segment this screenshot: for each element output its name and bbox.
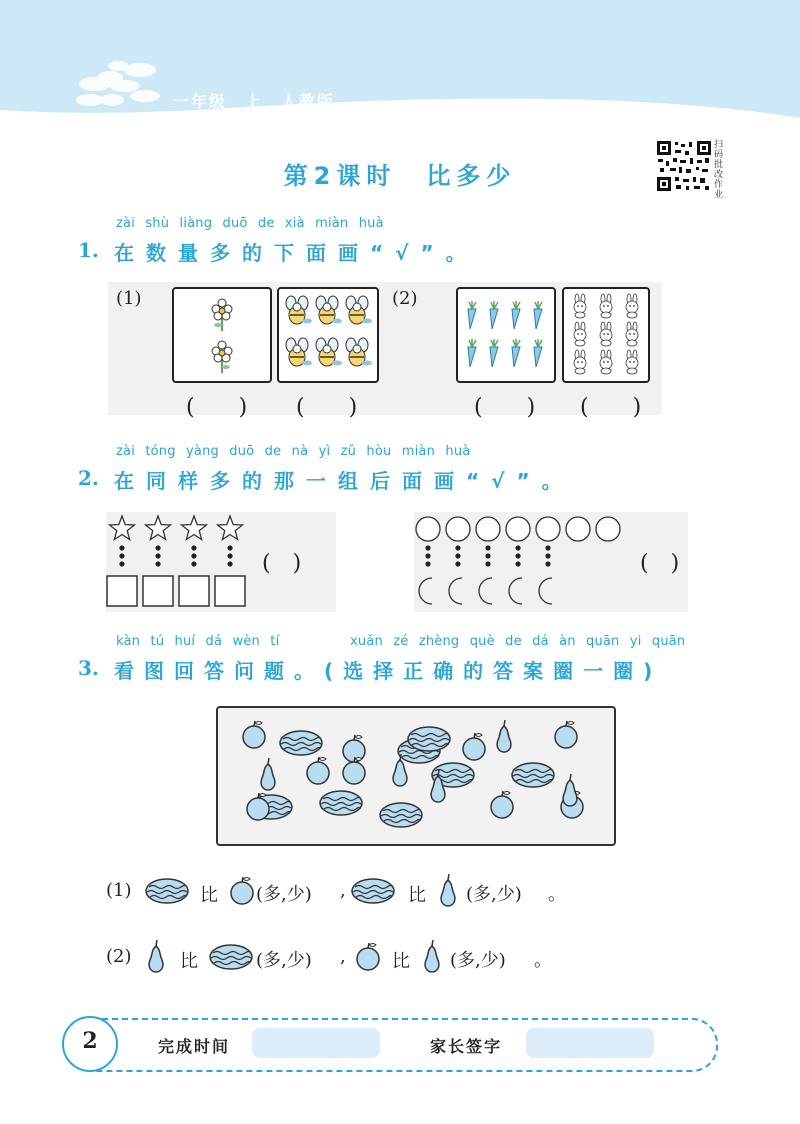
flower-group <box>174 289 270 381</box>
rabbit-icon <box>626 294 638 318</box>
dot <box>155 561 160 566</box>
carrot-box <box>456 287 556 383</box>
watermelon-icon <box>380 803 422 827</box>
rabbit-icon <box>574 322 586 346</box>
q1-instruction: 在数量多的下面画“√”。 <box>114 241 478 265</box>
dot <box>515 553 520 558</box>
dot <box>455 561 460 566</box>
apple-icon <box>228 874 256 906</box>
rabbit-icon <box>600 294 612 318</box>
q3-row1-choice1[interactable]: (多,少) <box>256 884 312 905</box>
q1-answer-rabbits[interactable]: ( ) <box>580 395 642 420</box>
bee-icon <box>286 338 312 366</box>
q3-row1-end: 。 <box>548 884 566 905</box>
dot <box>227 545 232 550</box>
dot <box>485 561 490 566</box>
rabbit-icon <box>600 350 612 374</box>
rabbit-icon <box>626 322 638 346</box>
moon-icon <box>539 578 552 604</box>
q3-instruction: 看图回答问题。(选择正确的答案圈一圈) <box>114 659 663 683</box>
grade-label: 一年级 上 人教版 <box>173 92 336 111</box>
dot <box>455 545 460 550</box>
completion-time-label: 完成时间 <box>158 1037 231 1056</box>
dot <box>485 545 490 550</box>
square-icon <box>143 576 173 606</box>
q2-number: 2. <box>78 466 99 490</box>
pear-icon <box>420 938 444 974</box>
pear-icon <box>563 774 577 806</box>
circle-icon <box>416 517 440 541</box>
q1-pinyin: zài shù liàng duō de xià miàn huà <box>116 216 384 231</box>
dot <box>545 553 550 558</box>
rabbit-icon <box>574 294 586 318</box>
dot <box>119 553 124 558</box>
q3-row1-label: (1) <box>106 880 132 901</box>
q3-row2-choice2[interactable]: (多,少) <box>450 950 506 971</box>
circle-icon <box>476 517 500 541</box>
bee-icon <box>286 296 312 324</box>
flower-icon <box>212 341 232 373</box>
apple-icon <box>354 940 382 972</box>
pear-icon <box>436 872 460 908</box>
bee-box <box>277 287 379 383</box>
carrot-group <box>458 289 554 381</box>
q1-number: 1. <box>78 238 99 262</box>
carrot-icon <box>490 339 498 367</box>
q3-row2-label: (2) <box>106 946 132 967</box>
q3-row1-bi2: 比 <box>408 885 426 906</box>
star-icon <box>146 516 171 540</box>
page-number: 2 <box>82 1028 98 1054</box>
dot <box>515 545 520 550</box>
q1-answer-bees[interactable]: ( ) <box>296 395 358 420</box>
apple-icon <box>243 721 265 748</box>
apple-icon <box>307 757 329 784</box>
star-icon <box>110 516 135 540</box>
bee-icon <box>316 296 342 324</box>
dot <box>191 545 196 550</box>
dot <box>191 561 196 566</box>
watermelon-icon <box>350 876 396 906</box>
circle-icon <box>506 517 530 541</box>
rabbit-icon <box>600 322 612 346</box>
rabbit-group <box>564 289 648 381</box>
q1-group2-label: (2) <box>392 288 418 309</box>
dot <box>425 553 430 558</box>
bee-icon <box>316 338 342 366</box>
lesson-title: 第2课时 比多少 <box>283 162 517 190</box>
completion-time-field[interactable] <box>252 1028 380 1058</box>
dot <box>119 561 124 566</box>
dot <box>545 561 550 566</box>
dot <box>191 553 196 558</box>
q3-row2-choice1[interactable]: (多,少) <box>256 950 312 971</box>
square-icon <box>107 576 137 606</box>
carrot-icon <box>468 339 476 367</box>
moon-icon <box>449 578 462 604</box>
q3-row2-bi2: 比 <box>392 951 410 972</box>
dot <box>227 561 232 566</box>
bee-icon <box>346 338 372 366</box>
dot <box>515 561 520 566</box>
carrot-icon <box>534 301 542 329</box>
apple-icon <box>555 721 577 748</box>
rabbit-icon <box>626 350 638 374</box>
pear-icon <box>144 938 168 974</box>
dot <box>545 545 550 550</box>
apple-icon <box>343 735 365 762</box>
carrot-icon <box>512 301 520 329</box>
circle-icon <box>446 517 470 541</box>
moon-icon <box>509 578 522 604</box>
bee-group <box>279 289 377 381</box>
circles-moons-group <box>414 512 624 612</box>
dot <box>227 553 232 558</box>
q3-row1-sep: , <box>340 880 346 901</box>
apple-icon <box>343 757 365 784</box>
q3-row1-bi1: 比 <box>200 885 218 906</box>
star-icon <box>218 516 243 540</box>
q2-instruction: 在同样多的那一组后面画“√”。 <box>114 469 574 493</box>
moon-icon <box>419 578 432 604</box>
watermelon-icon <box>320 791 362 815</box>
star-icon <box>182 516 207 540</box>
q3-row2-bi1: 比 <box>180 951 198 972</box>
watermelon-icon <box>144 876 190 906</box>
dot <box>155 545 160 550</box>
qr-caption: 扫码批改作业 <box>714 140 724 200</box>
watermelon-icon <box>208 942 254 972</box>
flower-box <box>172 287 272 383</box>
circle-icon <box>536 517 560 541</box>
carrot-icon <box>490 301 498 329</box>
carrot-icon <box>534 339 542 367</box>
moon-icon <box>479 578 492 604</box>
q3-pinyin-left: kàn tú huí dá wèn tí <box>116 634 280 649</box>
bee-icon <box>346 296 372 324</box>
dot <box>425 545 430 550</box>
dot <box>455 553 460 558</box>
q3-number: 3. <box>78 656 99 680</box>
parent-signature-field[interactable] <box>526 1028 654 1058</box>
q1-group1-label: (1) <box>116 288 142 309</box>
q2-pinyin: zài tóng yàng duō de nà yì zǔ hòu miàn huà <box>116 444 471 459</box>
fruit-scene <box>218 708 614 844</box>
fruit-panel <box>216 706 616 846</box>
square-icon <box>215 576 245 606</box>
rabbit-box <box>562 287 650 383</box>
watermelon-icon <box>408 727 450 751</box>
watermelon-icon <box>280 731 322 755</box>
apple-icon <box>491 791 513 818</box>
q3-row2-end: 。 <box>534 950 552 971</box>
circle-icon <box>596 517 620 541</box>
carrot-icon <box>468 301 476 329</box>
square-icon <box>179 576 209 606</box>
q2-answer-right[interactable]: ( ) <box>640 551 680 576</box>
flower-icon <box>212 299 232 331</box>
parent-signature-label: 家长签字 <box>430 1037 503 1056</box>
dot <box>485 553 490 558</box>
rabbit-icon <box>574 350 586 374</box>
watermelon-icon <box>512 763 554 787</box>
q1-answer-carrots[interactable]: ( ) <box>474 395 536 420</box>
q1-answer-flowers[interactable]: ( ) <box>186 395 248 420</box>
q3-row1-choice2[interactable]: (多,少) <box>466 884 522 905</box>
pear-icon <box>261 758 275 790</box>
apple-icon <box>463 733 485 760</box>
dot <box>155 553 160 558</box>
header-band <box>0 0 800 125</box>
stars-squares-group <box>106 512 256 612</box>
carrot-icon <box>512 339 520 367</box>
dot <box>119 545 124 550</box>
qr-code-icon[interactable] <box>656 140 712 192</box>
q2-answer-left[interactable]: ( ) <box>262 551 302 576</box>
q3-pinyin-right: xuǎn zé zhèng què de dá àn quān yi quān <box>350 634 686 649</box>
pear-icon <box>497 720 511 752</box>
circle-icon <box>566 517 590 541</box>
q3-row2-sep: , <box>340 946 346 967</box>
dot <box>425 561 430 566</box>
